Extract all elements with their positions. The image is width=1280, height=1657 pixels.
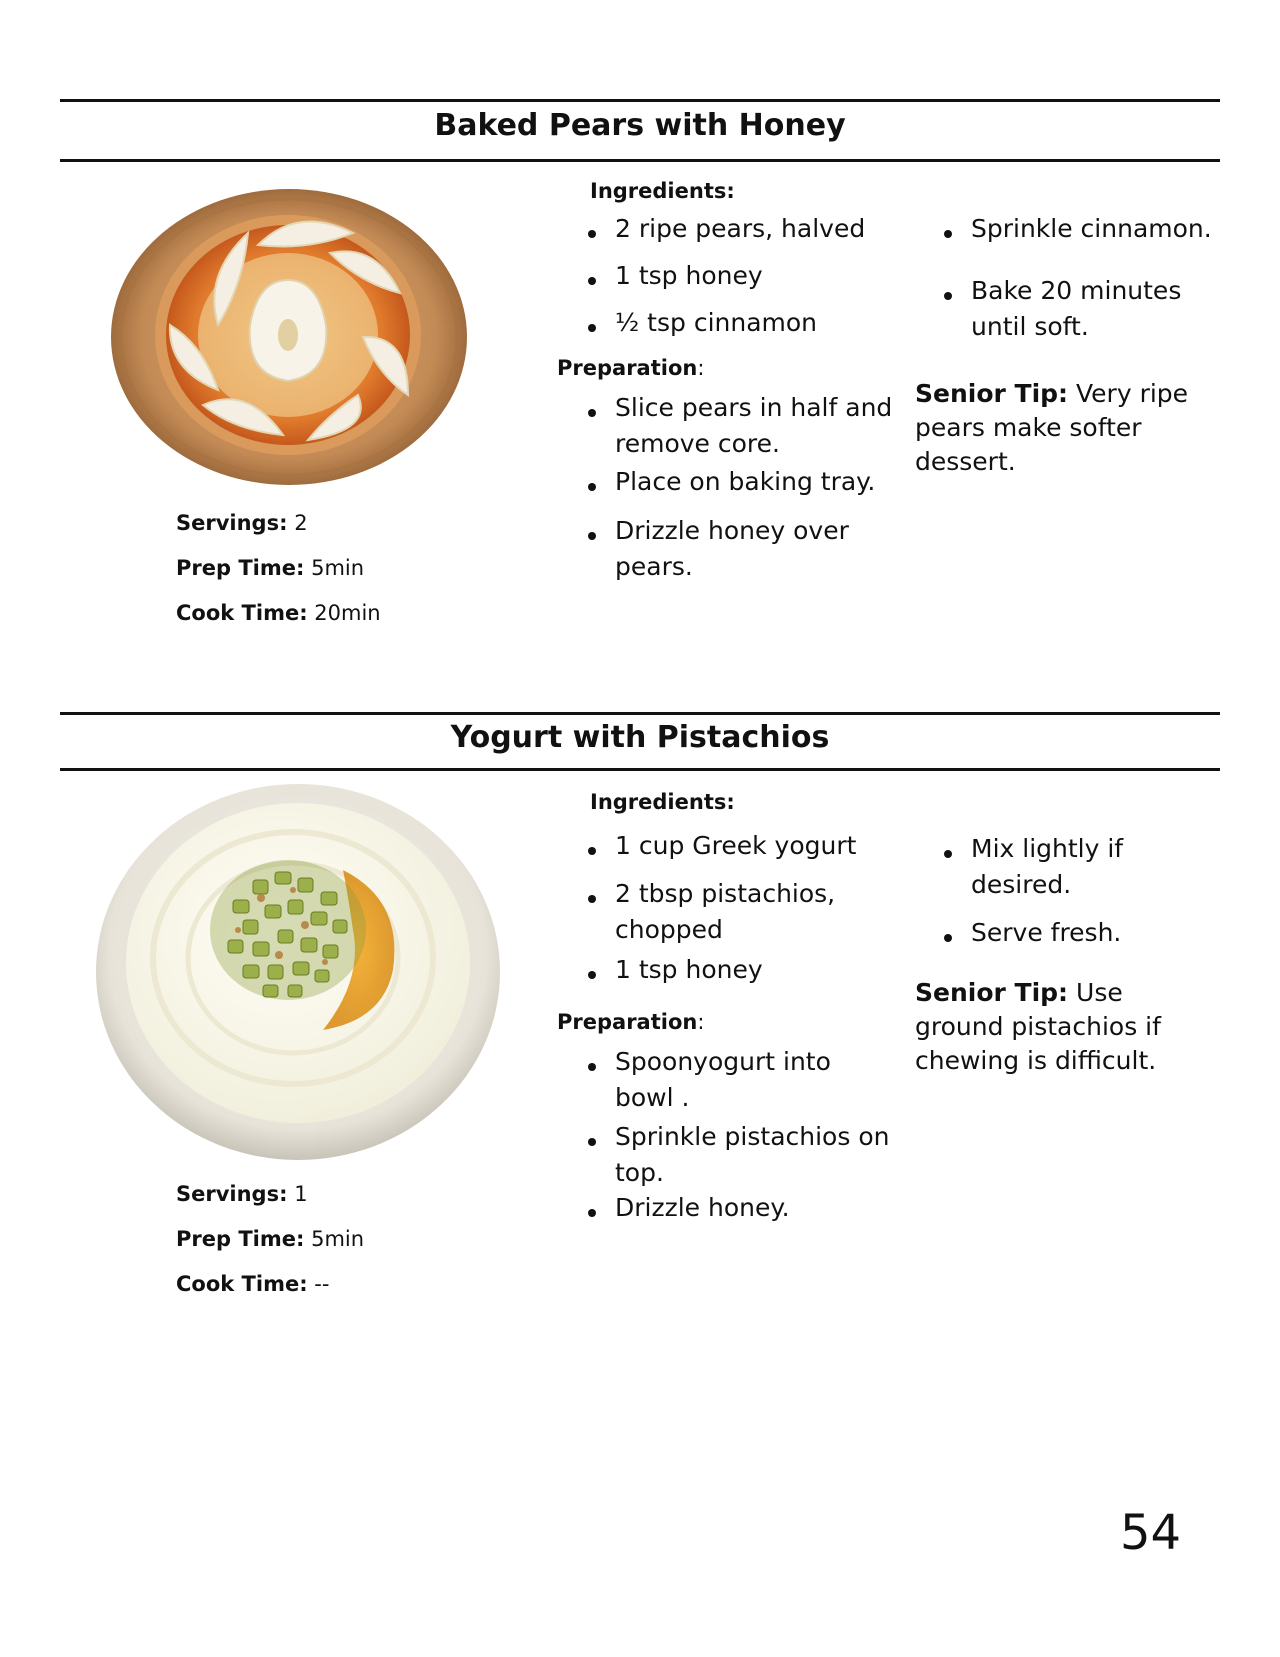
- preparation-step: Mix lightly if desired.: [943, 831, 1123, 903]
- recipe-title: Yogurt with Pistachios: [450, 720, 830, 755]
- preparation-heading: Preparation:: [557, 1010, 705, 1034]
- prep-time-value: 5min: [311, 1227, 365, 1251]
- yogurt-pistachio-photo: [93, 780, 503, 1165]
- servings: [176, 1182, 308, 1206]
- prep-time: [176, 1227, 364, 1251]
- servings-value: 1: [294, 1182, 308, 1206]
- cook-time: [176, 1272, 329, 1296]
- preparation-step: Slice pears in half and remove core.: [587, 390, 892, 462]
- preparation-step: Bake 20 minutes until soft.: [943, 273, 1181, 345]
- ingredients-heading: Ingredients:: [590, 179, 735, 203]
- ingredient-item: 1 tsp honey: [587, 258, 763, 294]
- preparation-step: Drizzle honey over pears.: [587, 513, 849, 585]
- ingredient-item: ½ tsp cinnamon: [587, 305, 817, 341]
- preparation-step: Sprinkle cinnamon.: [943, 211, 1212, 247]
- title-rule-top: [60, 712, 1220, 715]
- ingredients-heading: Ingredients:: [590, 790, 735, 814]
- cook-time-label: Cook Time:: [176, 601, 308, 625]
- prep-time-label: Prep Time:: [176, 556, 305, 580]
- title-rule-top: [60, 99, 1220, 102]
- prep-time-label: Prep Time:: [176, 1227, 305, 1251]
- preparation-step: Serve fresh.: [943, 915, 1121, 951]
- ingredient-item: 2 ripe pears, halved: [587, 211, 865, 247]
- senior-tip-label: Senior Tip:: [915, 978, 1069, 1007]
- prep-time: [176, 556, 364, 580]
- pistachio-pile: [210, 860, 366, 1000]
- servings: [176, 511, 308, 535]
- preparation-step: Place on baking tray.: [587, 464, 875, 500]
- preparation-step: Spoonyogurt into bowl .: [587, 1044, 831, 1116]
- preparation-heading: Preparation:: [557, 356, 705, 380]
- ingredient-item: 1 cup Greek yogurt: [587, 828, 856, 864]
- senior-tip: Senior Tip: Very ripe pears make softer dessert.: [915, 379, 1189, 476]
- servings-label: Servings:: [176, 1182, 288, 1206]
- preparation-step: Sprinkle pistachios on top.: [587, 1119, 889, 1191]
- servings-value: 2: [294, 511, 308, 535]
- page-number: 54: [1120, 1505, 1182, 1561]
- senior-tip: Senior Tip: Use ground pistachios if chewing is difficult.: [915, 978, 1161, 1075]
- ingredient-item: 1 tsp honey: [587, 952, 763, 988]
- cook-time-label: Cook Time:: [176, 1272, 308, 1296]
- senior-tip-label: Senior Tip:: [915, 379, 1069, 408]
- cook-time-value: 20min: [314, 601, 381, 625]
- title-rule-bottom: [60, 159, 1220, 162]
- title-rule-bottom: [60, 768, 1220, 771]
- preparation-step: Drizzle honey.: [587, 1190, 790, 1226]
- cook-time: [176, 601, 381, 625]
- baked-pears-photo: [108, 185, 470, 490]
- prep-time-value: 5min: [311, 556, 365, 580]
- recipe-title: Baked Pears with Honey: [434, 108, 846, 143]
- servings-label: Servings:: [176, 511, 288, 535]
- cook-time-value: --: [314, 1272, 330, 1296]
- ingredient-item: 2 tbsp pistachios, chopped: [587, 876, 835, 948]
